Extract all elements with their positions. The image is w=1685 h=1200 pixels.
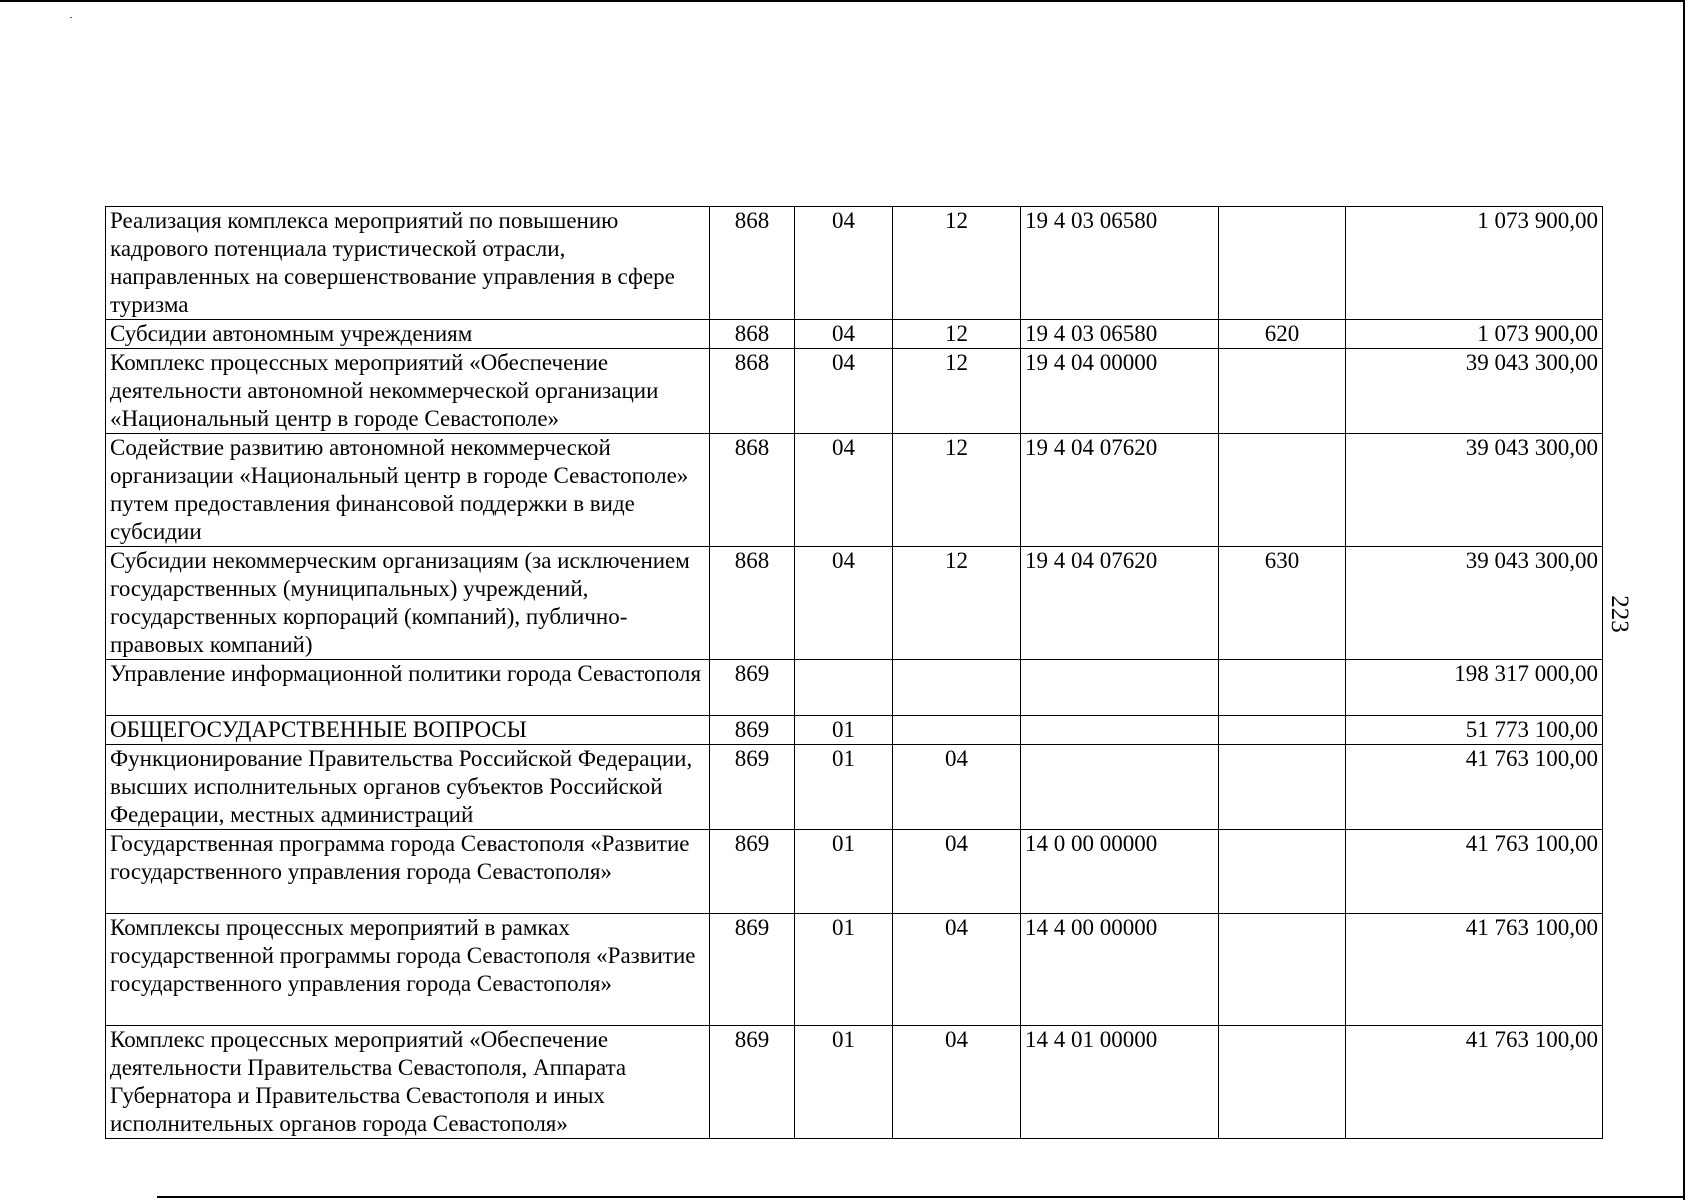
row-name: Субсидии некоммерческим организациям (за исключением государственных (муниципальных) учреждений, государственных корпораций (компаний), публично-правовых компаний) [106, 547, 710, 660]
row-grbs: 868 [710, 207, 795, 320]
row-target-article [1021, 660, 1219, 716]
row-target-article: 19 4 04 07620 [1021, 434, 1219, 547]
row-name: Субсидии автономным учреждениям [106, 320, 710, 349]
row-expense-type [1219, 914, 1346, 1026]
row-grbs: 869 [710, 745, 795, 830]
row-expense-type [1219, 434, 1346, 547]
row-amount: 41 763 100,00 [1346, 745, 1603, 830]
row-amount: 51 773 100,00 [1346, 716, 1603, 745]
bottom-rule [157, 1196, 1685, 1198]
table-row [106, 745, 1603, 830]
scan-speck [70, 17, 72, 18]
row-grbs: 868 [710, 547, 795, 660]
row-expense-type [1219, 660, 1346, 716]
row-name: Управление информационной политики города Севастополя [106, 660, 710, 716]
row-amount: 39 043 300,00 [1346, 434, 1603, 547]
row-section: 01 [795, 914, 893, 1026]
row-expense-type [1219, 1026, 1346, 1139]
row-target-article [1021, 745, 1219, 830]
row-name: Реализация комплекса мероприятий по повышению кадрового потенциала туристической отрасли, направленных на совершенствование управления в сфере туризма [106, 207, 710, 320]
row-expense-type [1219, 716, 1346, 745]
row-grbs: 868 [710, 320, 795, 349]
row-expense-type [1219, 830, 1346, 914]
row-target-article: 19 4 03 06580 [1021, 207, 1219, 320]
table-row [106, 207, 1603, 320]
row-section: 04 [795, 207, 893, 320]
row-section: 04 [795, 349, 893, 434]
row-expense-type [1219, 207, 1346, 320]
budget-table [105, 206, 1603, 1139]
row-grbs: 868 [710, 349, 795, 434]
row-subsection: 12 [893, 320, 1021, 349]
row-name: Государственная программа города Севастополя «Развитие государственного управления города Севастополя» [106, 830, 710, 914]
row-grbs: 868 [710, 434, 795, 547]
row-section: 01 [795, 830, 893, 914]
row-target-article: 14 4 00 00000 [1021, 914, 1219, 1026]
row-expense-type: 620 [1219, 320, 1346, 349]
row-subsection: 04 [893, 830, 1021, 914]
row-grbs: 869 [710, 660, 795, 716]
row-expense-type [1219, 745, 1346, 830]
row-expense-type: 630 [1219, 547, 1346, 660]
row-grbs: 869 [710, 830, 795, 914]
row-subsection [893, 660, 1021, 716]
table-row [106, 1026, 1603, 1139]
row-amount: 198 317 000,00 [1346, 660, 1603, 716]
row-target-article: 14 4 01 00000 [1021, 1026, 1219, 1139]
table-row [106, 830, 1603, 914]
page-number: 223 [1605, 595, 1633, 633]
row-section: 04 [795, 434, 893, 547]
row-name: Комплекс процессных мероприятий «Обеспечение деятельности автономной некоммерческой организации «Национальный центр в городе Севастополе» [106, 349, 710, 434]
row-section: 01 [795, 716, 893, 745]
table-row [106, 434, 1603, 547]
row-amount: 41 763 100,00 [1346, 830, 1603, 914]
row-section [795, 660, 893, 716]
row-amount: 39 043 300,00 [1346, 349, 1603, 434]
row-expense-type [1219, 349, 1346, 434]
row-name: ОБЩЕГОСУДАРСТВЕННЫЕ ВОПРОСЫ [106, 716, 710, 745]
row-subsection: 12 [893, 349, 1021, 434]
row-section: 04 [795, 547, 893, 660]
row-subsection: 12 [893, 547, 1021, 660]
row-target-article [1021, 716, 1219, 745]
row-grbs: 869 [710, 716, 795, 745]
row-target-article: 14 0 00 00000 [1021, 830, 1219, 914]
row-subsection [893, 716, 1021, 745]
row-amount: 1 073 900,00 [1346, 320, 1603, 349]
row-amount: 41 763 100,00 [1346, 914, 1603, 1026]
row-target-article: 19 4 03 06580 [1021, 320, 1219, 349]
row-subsection: 04 [893, 1026, 1021, 1139]
row-target-article: 19 4 04 07620 [1021, 547, 1219, 660]
row-subsection: 12 [893, 434, 1021, 547]
row-subsection: 04 [893, 745, 1021, 830]
row-target-article: 19 4 04 00000 [1021, 349, 1219, 434]
table-row [106, 914, 1603, 1026]
row-subsection: 04 [893, 914, 1021, 1026]
row-amount: 41 763 100,00 [1346, 1026, 1603, 1139]
table-row [106, 320, 1603, 349]
table-row [106, 349, 1603, 434]
row-name: Функционирование Правительства Российской Федерации, высших исполнительных органов субъектов Российской Федерации, местных администраций [106, 745, 710, 830]
row-grbs: 869 [710, 1026, 795, 1139]
table-row [106, 660, 1603, 716]
row-section: 01 [795, 745, 893, 830]
row-amount: 1 073 900,00 [1346, 207, 1603, 320]
row-section: 01 [795, 1026, 893, 1139]
row-section: 04 [795, 320, 893, 349]
row-subsection: 12 [893, 207, 1021, 320]
row-name: Комплексы процессных мероприятий в рамках государственной программы города Севастополя «Развитие государственного управления города Севастополя» [106, 914, 710, 1026]
table-row [106, 716, 1603, 745]
row-name: Содействие развитию автономной некоммерческой организации «Национальный центр в городе Севастополе» путем предоставления финансовой поддержки в виде субсидии [106, 434, 710, 547]
row-amount: 39 043 300,00 [1346, 547, 1603, 660]
row-name: Комплекс процессных мероприятий «Обеспечение деятельности Правительства Севастополя, Аппарата Губернатора и Правительства Севастополя и иных исполнительных органов города Севастополя» [106, 1026, 710, 1139]
table-row [106, 547, 1603, 660]
row-grbs: 869 [710, 914, 795, 1026]
